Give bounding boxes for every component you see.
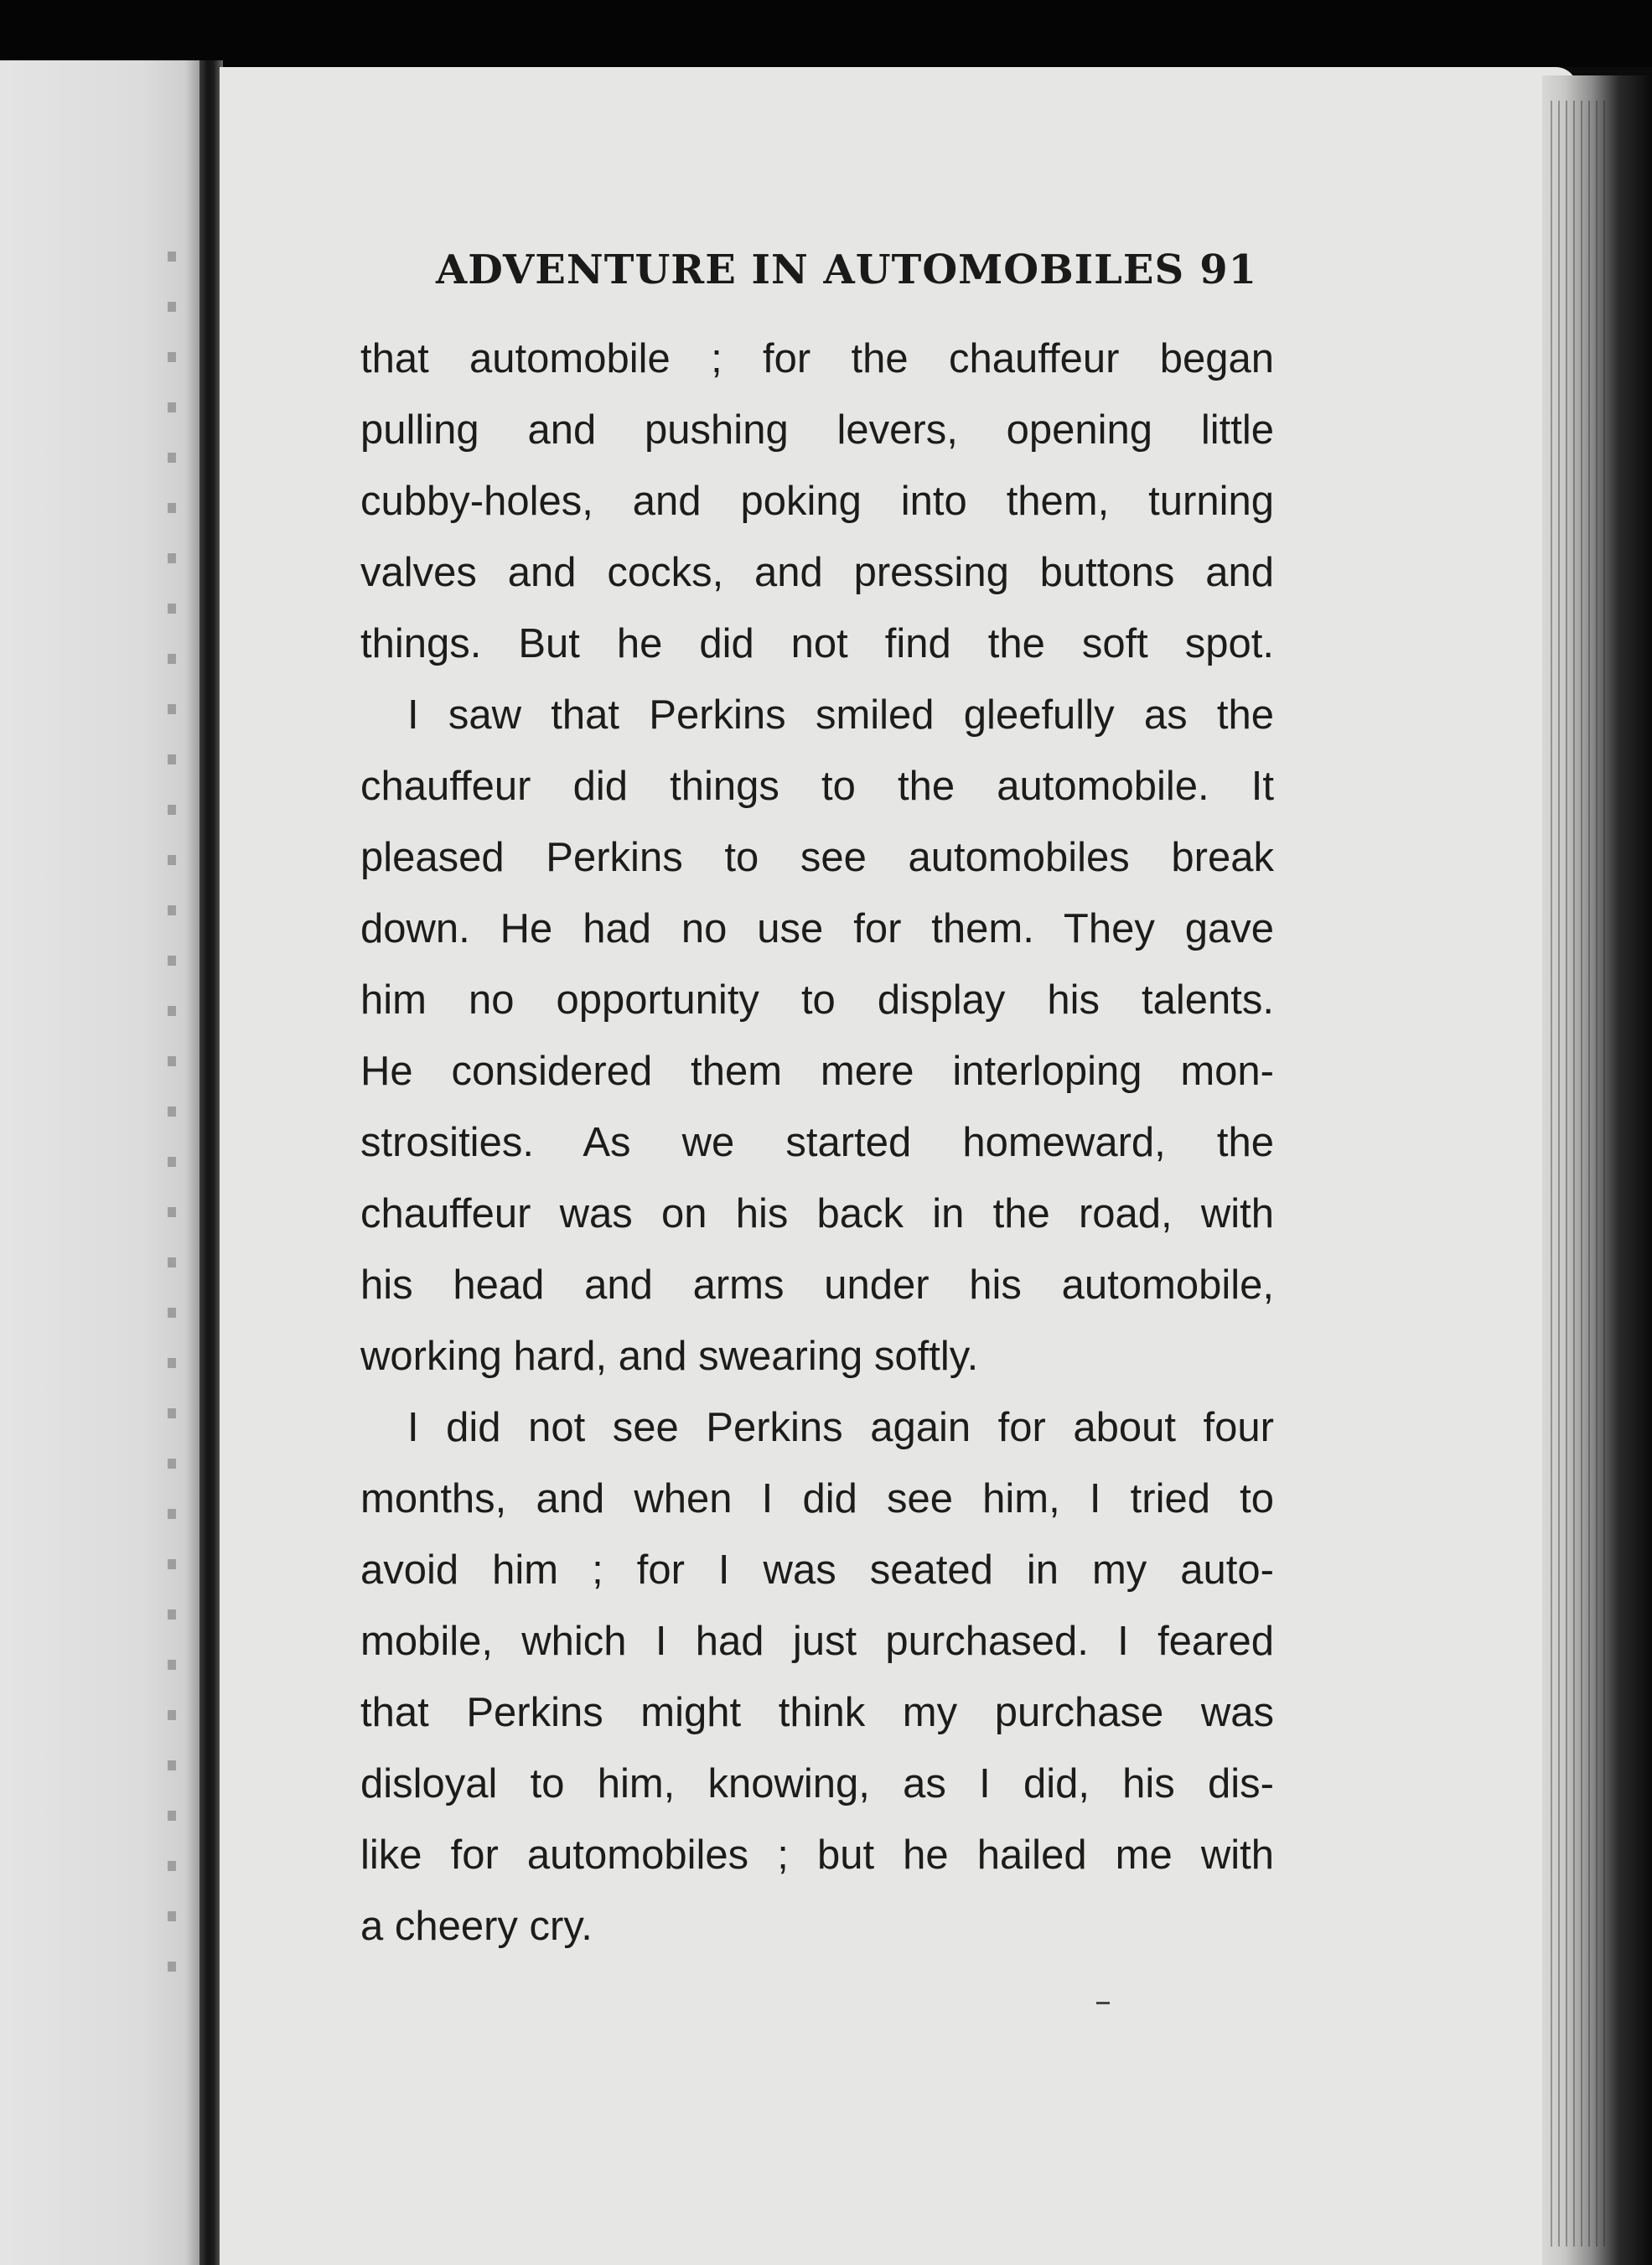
paragraph-1 bbox=[360, 324, 1274, 680]
text-line: things. But he did not find the soft spot. bbox=[360, 621, 1274, 666]
page-number: 91 bbox=[1199, 246, 1257, 293]
scan-border-top bbox=[0, 0, 1652, 67]
text-line: mobile, which I had just purchased. I feared bbox=[360, 1619, 1274, 1664]
body-text bbox=[360, 324, 1274, 1962]
text-line: that Perkins might think my purchase was bbox=[360, 1690, 1274, 1735]
running-head bbox=[436, 246, 1257, 293]
text-line: cubby-holes, and poking into them, turning bbox=[360, 479, 1274, 524]
text-line: working hard, and swearing softly. bbox=[360, 1334, 979, 1379]
text-line: strosities. As we started homeward, the bbox=[360, 1120, 1274, 1165]
text-line: pleased Perkins to see automobiles break bbox=[360, 835, 1274, 880]
paragraph-3 bbox=[360, 1392, 1274, 1962]
paragraph-2 bbox=[360, 680, 1274, 1392]
text-line: a cheery cry. bbox=[360, 1904, 593, 1949]
text-line: like for automobiles ; but he hailed me with bbox=[360, 1832, 1274, 1878]
text-line: his head and arms under his automobile, bbox=[360, 1262, 1274, 1308]
text-line: him no opportunity to display his talents. bbox=[360, 977, 1274, 1023]
text-line: valves and cocks, and pressing buttons and bbox=[360, 550, 1274, 595]
text-line: He considered them mere interloping mon- bbox=[360, 1049, 1274, 1094]
text-line: pulling and pushing levers, opening little bbox=[360, 407, 1274, 453]
text-line: that automobile ; for the chauffeur began bbox=[360, 336, 1274, 381]
print-mark bbox=[1096, 2002, 1110, 2004]
text-line: avoid him ; for I was seated in my auto- bbox=[360, 1547, 1274, 1593]
text-line: chauffeur was on his back in the road, with bbox=[360, 1191, 1274, 1236]
text-line: down. He had no use for them. They gave bbox=[360, 906, 1274, 951]
gutter-shadow bbox=[168, 251, 176, 2012]
text-line: I saw that Perkins smiled gleefully as the bbox=[407, 692, 1274, 738]
text-line: chauffeur did things to the automobile. It bbox=[360, 764, 1274, 809]
running-head-title: ADVENTURE IN AUTOMOBILES bbox=[436, 246, 1185, 293]
page-stack-lines bbox=[1551, 101, 1609, 2247]
text-line: months, and when I did see him, I tried to bbox=[360, 1476, 1274, 1521]
text-line: I did not see Perkins again for about four bbox=[407, 1405, 1274, 1450]
text-line: disloyal to him, knowing, as I did, his dis- bbox=[360, 1761, 1274, 1806]
